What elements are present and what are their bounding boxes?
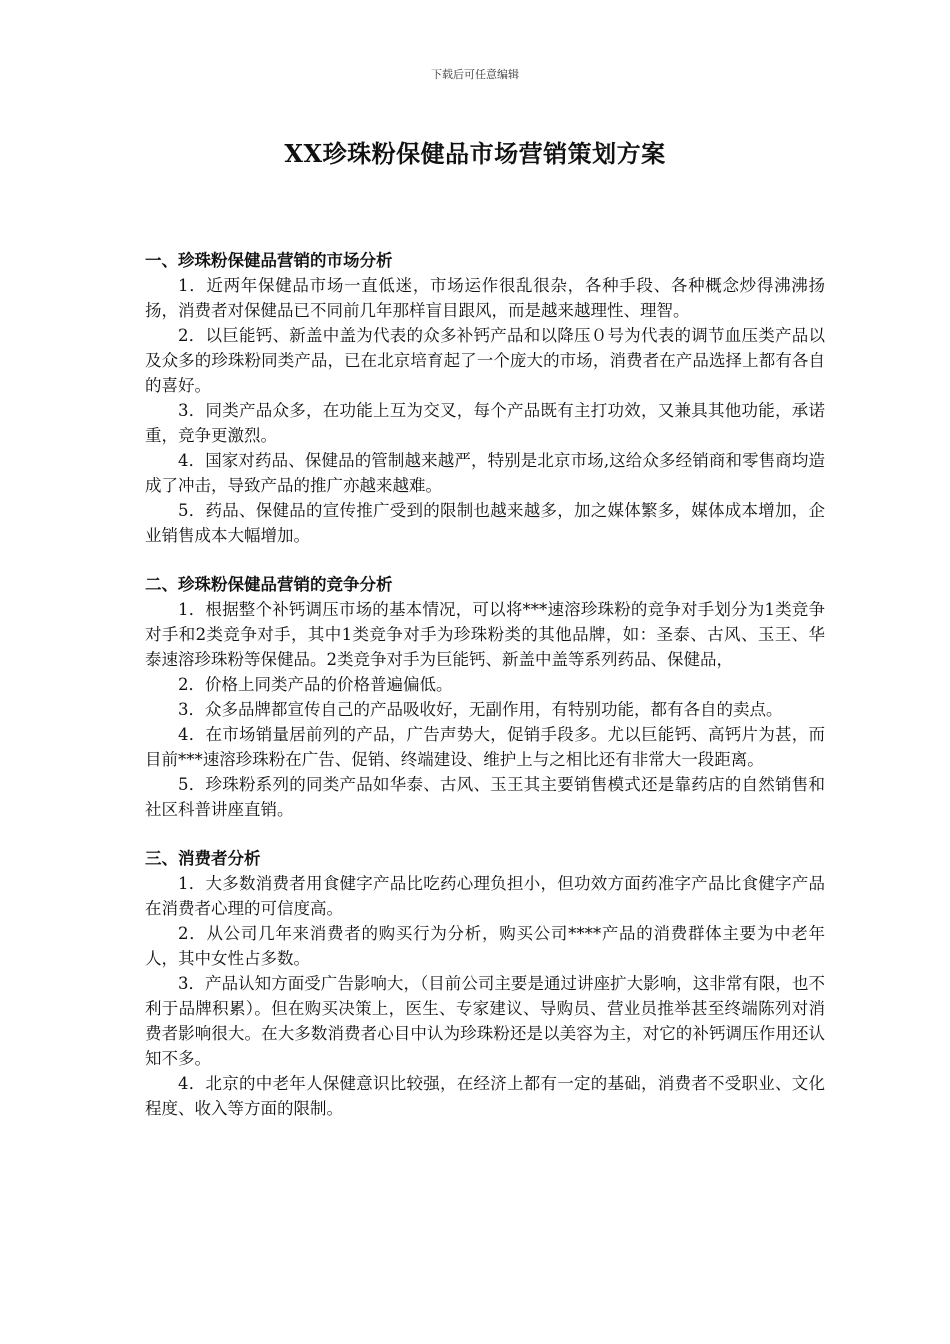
paragraph: 4．国家对药品、保健品的管制越来越严，特别是北京市场,这给众多经销商和零售商均造成了冲击，导致产品的推广亦越来越难。 <box>145 451 825 495</box>
paragraph: 1．大多数消费者用食健字产品比吃药心理负担小，但功效方面药准字产品比食健字产品在消费者心理的可信度高。 <box>145 874 825 918</box>
paragraph: 4．在市场销量居前列的产品，广告声势大，促销手段多。尤以巨能钙、高钙片为甚，而目前***速溶珍珠粉在广告、促销、终端建设、维护上与之相比还有非常大一段距离。 <box>145 725 825 769</box>
paragraph: 1．近两年保健品市场一直低迷，市场运作很乱很杂，各种手段、各种概念炒得沸沸扬扬，消费者对保健品已不同前几年那样盲目跟风，而是越来越理性、理智。 <box>145 276 825 320</box>
header-note: 下载后可任意编辑 <box>431 68 519 81</box>
document-body <box>145 248 825 1145</box>
document-title: XX珍珠粉保健品市场营销策划方案 <box>284 139 666 168</box>
paragraph: 5．珍珠粉系列的同类产品如华泰、古风、玉王其主要销售模式还是靠药店的自然销售和社区科普讲座直销。 <box>145 775 825 819</box>
paragraph: 3．产品认知方面受广告影响大，（目前公司主要是通过讲座扩大影响，这非常有限，也不利于品牌积累）。但在购买决策上，医生、专家建议、导购员、营业员推举甚至终端陈列对消费者影响很大。在大多数消费者心目中认为珍珠粉还是以美容为主，对它的补钙调压作用还认知不多。 <box>145 974 825 1068</box>
section-market-analysis <box>145 248 825 548</box>
paragraph: 3．同类产品众多，在功能上互为交叉，每个产品既有主打功效，又兼具其他功能，承诺重，竞争更激烈。 <box>145 401 825 445</box>
section-heading: 二、珍珠粉保健品营销的竞争分析 <box>145 575 393 594</box>
paragraph: 2．以巨能钙、新盖中盖为代表的众多补钙产品和以降压０号为代表的调节血压类产品以及众多的珍珠粉同类产品，已在北京培育起了一个庞大的市场，消费者在产品选择上都有各自的喜好。 <box>145 326 825 395</box>
paragraph: 5．药品、保健品的宣传推广受到的限制也越来越多，加之媒体繁多，媒体成本增加，企业销售成本大幅增加。 <box>145 501 825 545</box>
paragraph: 2．从公司几年来消费者的购买行为分析，购买公司****产品的消费群体主要为中老年人，其中女性占多数。 <box>145 924 825 968</box>
paragraph: 4．北京的中老年人保健意识比较强，在经济上都有一定的基础，消费者不受职业、文化程度、收入等方面的限制。 <box>145 1074 825 1118</box>
paragraph: 1．根据整个补钙调压市场的基本情况，可以将***速溶珍珠粉的竞争对手划分为1类竞争对手和2类竞争对手，其中1类竞争对手为珍珠粉类的其他品牌，如：圣泰、古风、玉王、华泰速溶珍珠粉等保健品。2类竞争对手为巨能钙、新盖中盖等系列药品、保健品， <box>145 600 825 669</box>
section-heading: 一、珍珠粉保健品营销的市场分析 <box>145 251 393 270</box>
section-heading: 三、消费者分析 <box>145 849 261 868</box>
section-competition-analysis <box>145 572 825 822</box>
paragraph: 2．价格上同类产品的价格普遍偏低。 <box>178 675 453 694</box>
paragraph: 3．众多品牌都宣传自己的产品吸收好，无副作用，有特别功能，都有各自的卖点。 <box>178 700 783 719</box>
section-consumer-analysis <box>145 846 825 1121</box>
